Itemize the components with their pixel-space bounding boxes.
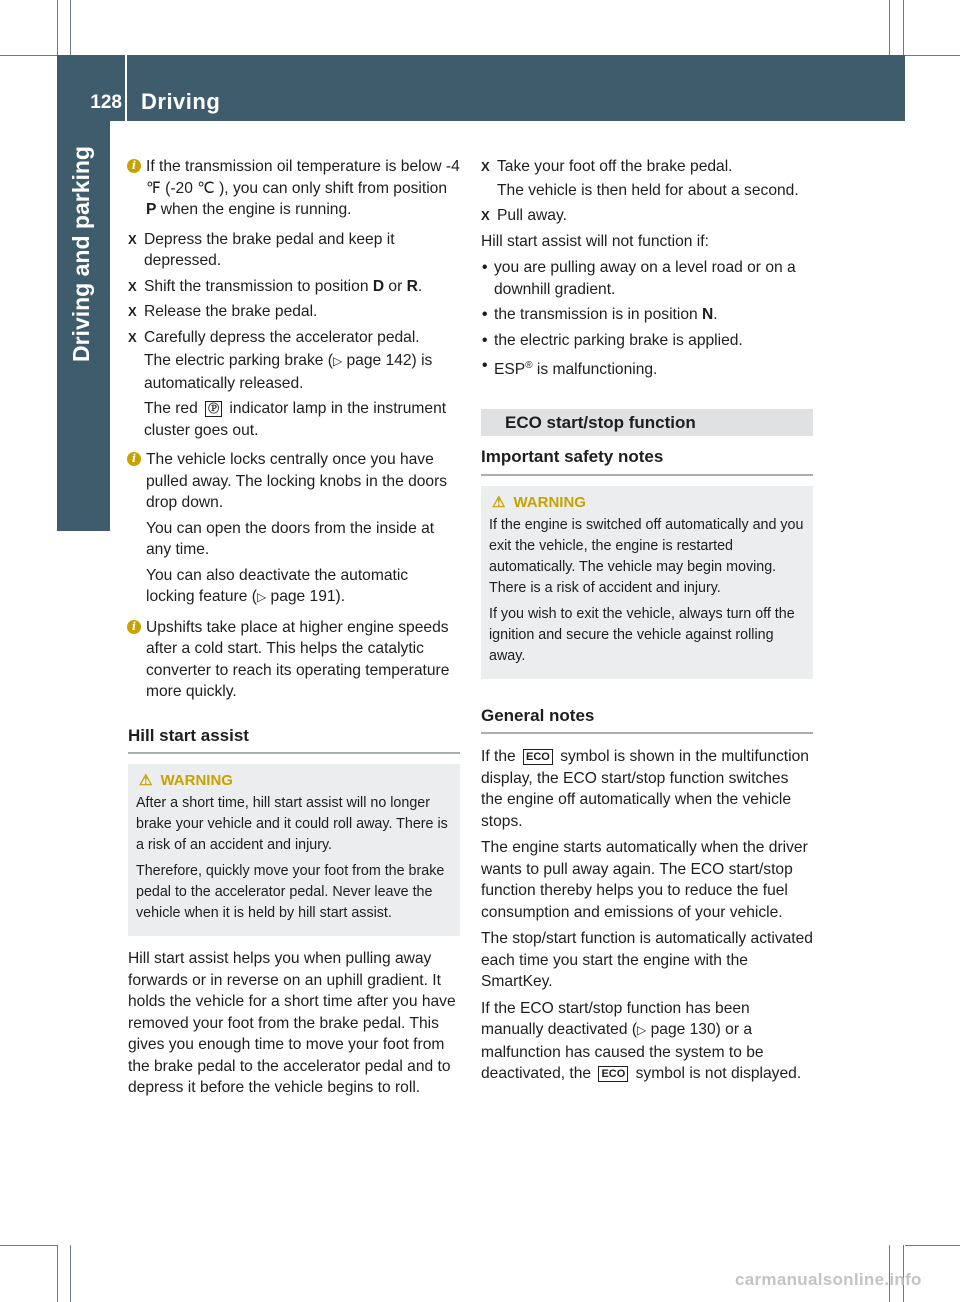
crop-mark — [57, 0, 58, 55]
section-heading: General notes — [481, 691, 813, 735]
bullet-item: • ESP® is malfunctioning. — [482, 357, 658, 379]
crop-mark — [903, 0, 904, 55]
step-item: X Depress the brake pedal and keep it depressed. — [128, 230, 395, 269]
page-number: 128 — [90, 92, 122, 113]
crop-mark — [0, 1245, 57, 1246]
bullet-item: • the transmission is in position N. — [482, 306, 718, 323]
step-item: X Take your foot off the brake pedal. The vehicle is then held for about a second. — [481, 158, 799, 199]
warning-box: ⚠ WARNING If the engine is switched off automatically and you exit the vehicle, the engine is restarted automatically. The vehicle may begin moving. There is a risk of accident and injury. If you wish to exit the vehicle, always turn off the ignition and secure the vehicle against rolling away. — [481, 486, 813, 679]
bullet-item: • the electric parking brake is applied. — [482, 331, 743, 349]
arrow-icon: X — [128, 304, 137, 319]
arrow-icon: X — [481, 159, 490, 174]
info-note: i If the transmission oil temperature is below -4 ℉ (-20 ℃ ), you can only shift from position P when the engine is running. — [128, 156, 460, 221]
warning-box: ⚠ WARNING After a short time, hill start assist will no longer brake your vehicle and it could roll away. There is a risk of an accident and injury. Therefore, quickly move your foot from the brake pedal to the accelerator pedal. Never leave the vehicle when it is held by hill start assist. — [128, 764, 460, 936]
arrow-icon: X — [128, 231, 137, 247]
arrow-icon: X — [481, 208, 490, 223]
crop-mark — [70, 0, 71, 55]
info-note: i Upshifts take place at higher engine speeds after a cold start. This helps the catalytic converter to reach its operating temperature more quickly. — [128, 617, 460, 703]
arrow-icon: X — [128, 329, 137, 345]
info-icon: i — [127, 159, 141, 173]
left-column — [128, 156, 460, 1104]
step-item: X Carefully depress the accelerator pedal. The electric parking brake (▷ page 142) is automatically released. The red Ⓟ indicator lamp in the instrument cluster goes out. — [128, 328, 447, 439]
crop-mark — [905, 1245, 960, 1246]
warning-triangle-icon: ⚠ — [492, 493, 506, 511]
side-tab-label: Driving and parking — [68, 146, 94, 362]
right-column: X Take your foot off the brake pedal. The vehicle is then held for about a second. X Pull away. Hill start assist will not function if: • you are pulling away on a level road or on a downhill gradient. • the transmission is in position N. • the electric parking brake is applied. • ESP® is malfunctioning. ECO start/stop function Important safety notes ⚠ WARNING If the engine is switched off automatically and you exit the vehicle, the engine is restarted automatically. The vehicle may begin moving. There is a risk of accident and injury. If you wish to exit the vehicle, always turn off the ignition and secure the vehicle against rolling away. General notes If the ECO symbol is shown in the multifunction display, the ECO start/stop function switches the engine off automatically when the vehicle stops. The engine starts automatically when the driver wants to pull away again. The ECO start/stop function thereby helps you to reduce the fuel consumption and emissions of your vehicle. The stop/start function is automatically activated each time you start the engine with the SmartKey. If the ECO start/stop function has been manually deactivated (▷ page 130) or a malfunction has caused the system to be deactivated, the ECO symbol is not displayed. — [481, 158, 813, 1083]
body-paragraph: The engine starts automatically when the driver wants to pull away again. The ECO start/stop function thereby helps you to reduce the fuel consumption and emissions of your vehicle. — [481, 839, 808, 921]
page-ref-icon: ▷ — [332, 354, 343, 368]
arrow-icon: X — [128, 278, 137, 294]
body-paragraph: Hill start assist helps you when pulling away forwards or in reverse on an uphill gradient. It holds the vehicle for a short time after you have removed your foot from the brake pedal. This gives you enough time to move your foot from the brake pedal to the accelerator pedal and to depress it before the vehicle begins to roll. — [128, 950, 456, 1096]
step-item: X Release the brake pedal. — [128, 301, 460, 323]
warning-triangle-icon: ⚠ — [139, 772, 153, 789]
eco-icon: ECO — [523, 749, 553, 765]
crop-mark — [905, 55, 960, 56]
watermark: carmanualsonline.info — [735, 1270, 922, 1289]
chapter-title: Driving — [141, 89, 221, 114]
eco-icon: ECO — [598, 1066, 628, 1082]
info-icon: i — [127, 620, 141, 634]
body-paragraph: The stop/start function is automatically activated each time you start the engine with the SmartKey. — [481, 930, 813, 991]
bullet-item: • you are pulling away on a level road or on a downhill gradient. — [482, 259, 796, 298]
parking-brake-lamp-icon: Ⓟ — [205, 401, 222, 417]
crop-mark — [70, 1245, 71, 1302]
section-heading: Important safety notes — [481, 436, 813, 476]
section-title: ECO start/stop function — [481, 409, 813, 437]
info-icon: i — [127, 452, 141, 466]
body-paragraph: Hill start assist will not function if: — [481, 232, 709, 250]
step-item: X Shift the transmission to position D or R. — [128, 276, 460, 298]
page-ref-icon: ▷ — [256, 590, 267, 604]
crop-mark — [57, 1245, 58, 1302]
page-ref-icon: ▷ — [637, 1023, 647, 1038]
step-item: X Pull away. — [481, 205, 813, 227]
crop-mark — [0, 55, 57, 56]
header-divider — [125, 55, 127, 121]
info-note: i The vehicle locks centrally once you have pulled away. The locking knobs in the doors drop down. You can open the doors from the inside at any time. You can also deactivate the automatic locking feature (▷ page 191). — [128, 449, 460, 609]
crop-mark — [889, 0, 890, 55]
section-heading: Hill start assist — [128, 711, 460, 755]
